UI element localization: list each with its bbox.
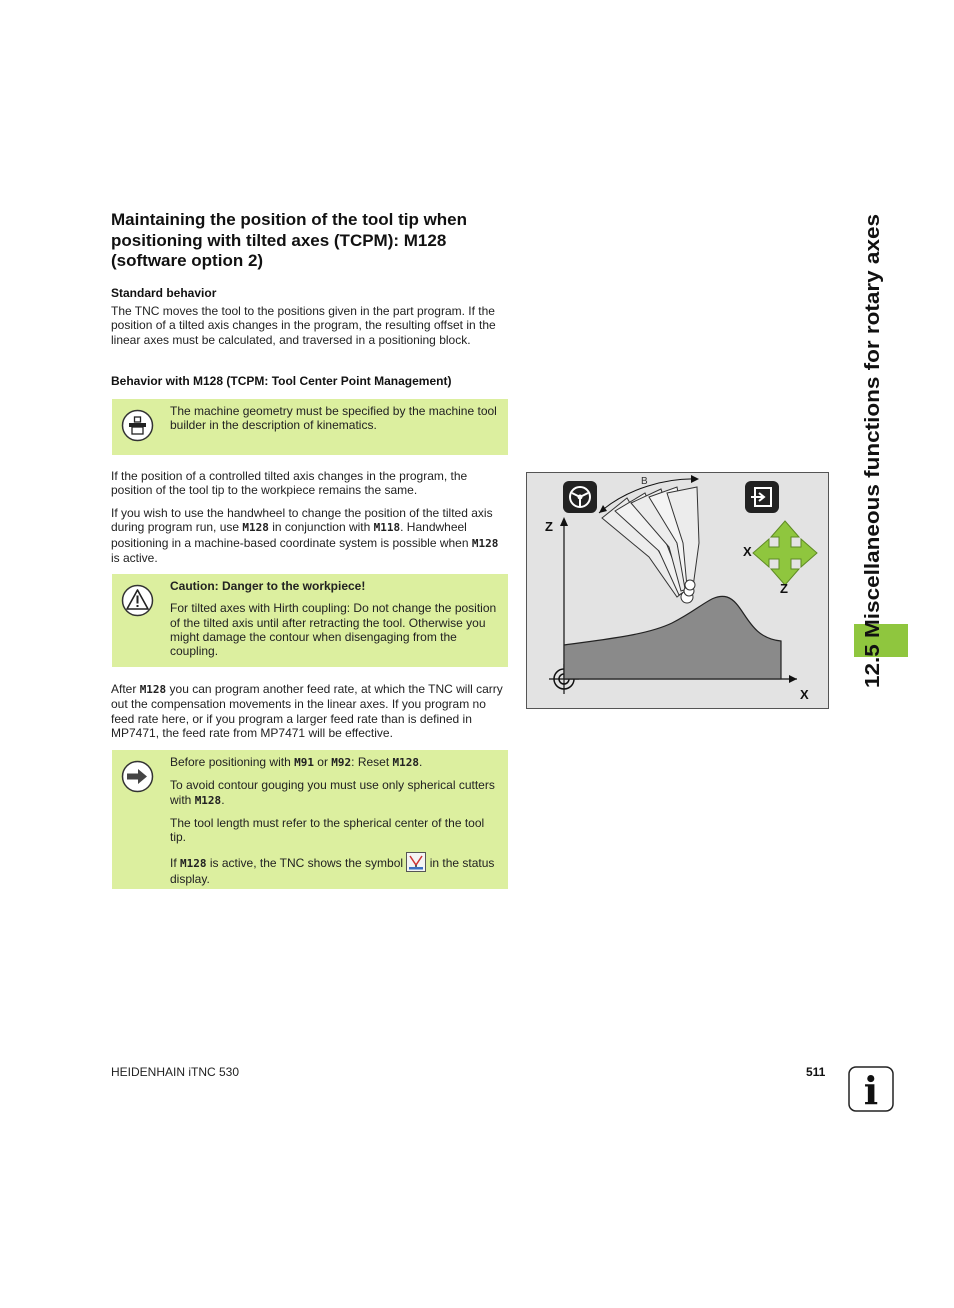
machine-note-text: The machine geometry must be specified by the machine tool builder in the description of kinematics. — [170, 404, 497, 433]
info-letter: i — [863, 1068, 879, 1112]
arrow-label-z: Z — [780, 581, 788, 596]
tcpm-figure — [526, 472, 829, 709]
caution-text: For tilted axes with Hirth coupling: Do not change the position of the tilted axis until after retracting the tool. Otherwise you might damage the contour when disengaging from the coupling. — [170, 601, 497, 659]
tcpm-status-icon — [406, 852, 426, 872]
axis-label-z: Z — [545, 519, 553, 534]
arrow-right-icon — [121, 760, 154, 793]
caution-note — [112, 574, 508, 667]
rotation-label-b: B — [641, 476, 648, 487]
handwheel-key-icon — [563, 481, 597, 513]
machine-note — [112, 399, 508, 455]
axis-arrows-icon — [753, 521, 817, 585]
footer-product: HEIDENHAIN iTNC 530 — [111, 1065, 240, 1079]
tips-note — [112, 750, 508, 889]
info-icon — [848, 1066, 894, 1112]
warning-icon — [121, 584, 154, 617]
tip-status-display: If M128 is active, the TNC shows the symbol in the status display. — [170, 852, 498, 886]
page-title: Maintaining the position of the tool tip when positioning with tilted axes (TCPM): M128 (software option 2) — [111, 210, 468, 270]
standard-behavior-text: The TNC moves the tool to the positions given in the part program. If the position of a tilted axis changes in the program, the resulting offset in the linear axes must be calculated, and traversed in a positioning block. — [111, 304, 496, 347]
tip-spherical-cutters: To avoid contour gouging you must use only spherical cutters with M128. — [170, 778, 495, 807]
tilted-tools — [602, 487, 699, 603]
feed-rate-paragraph: After M128 you can program another feed rate, at which the TNC will carry out the compensation movements in the linear axes. If you program no feed rate here, or if you program a larger feed rate than is defined in MP7471, the feed rate from MP7471 will be effective. — [111, 682, 503, 740]
chapter-title: 12.5 Miscellaneous functions for rotary axes — [862, 266, 884, 688]
m128-behavior-heading: Behavior with M128 (TCPM: Tool Center Point Management) — [111, 374, 452, 388]
page-number: 511 — [806, 1065, 826, 1079]
caution-heading: Caution: Danger to the workpiece! — [170, 579, 366, 593]
handwheel-paragraph: If you wish to use the handwheel to change the position of the tilted axis during program run, use M128 in conjunction with M118. Handwheel positioning in a machine-based coordinate system is possible when M128 is active. — [111, 506, 499, 565]
chapter-sidebar — [849, 200, 889, 690]
tool-tip-paragraph: If the position of a controlled tilted axis changes in the program, the position of the tool tip to the workpiece remains the same. — [111, 469, 468, 498]
program-run-key-icon — [745, 481, 779, 513]
tip-reset-m128: Before positioning with M91 or M92: Reset M128. — [170, 755, 423, 769]
tip-tool-length: The tool length must refer to the spherical center of the tool tip. — [170, 815, 485, 845]
arrow-label-x: X — [743, 544, 752, 559]
machine-icon — [121, 409, 154, 442]
tcpm-diagram — [527, 473, 828, 708]
workpiece — [564, 596, 781, 679]
standard-behavior-heading: Standard behavior — [111, 286, 217, 300]
axis-label-x: X — [800, 687, 809, 702]
